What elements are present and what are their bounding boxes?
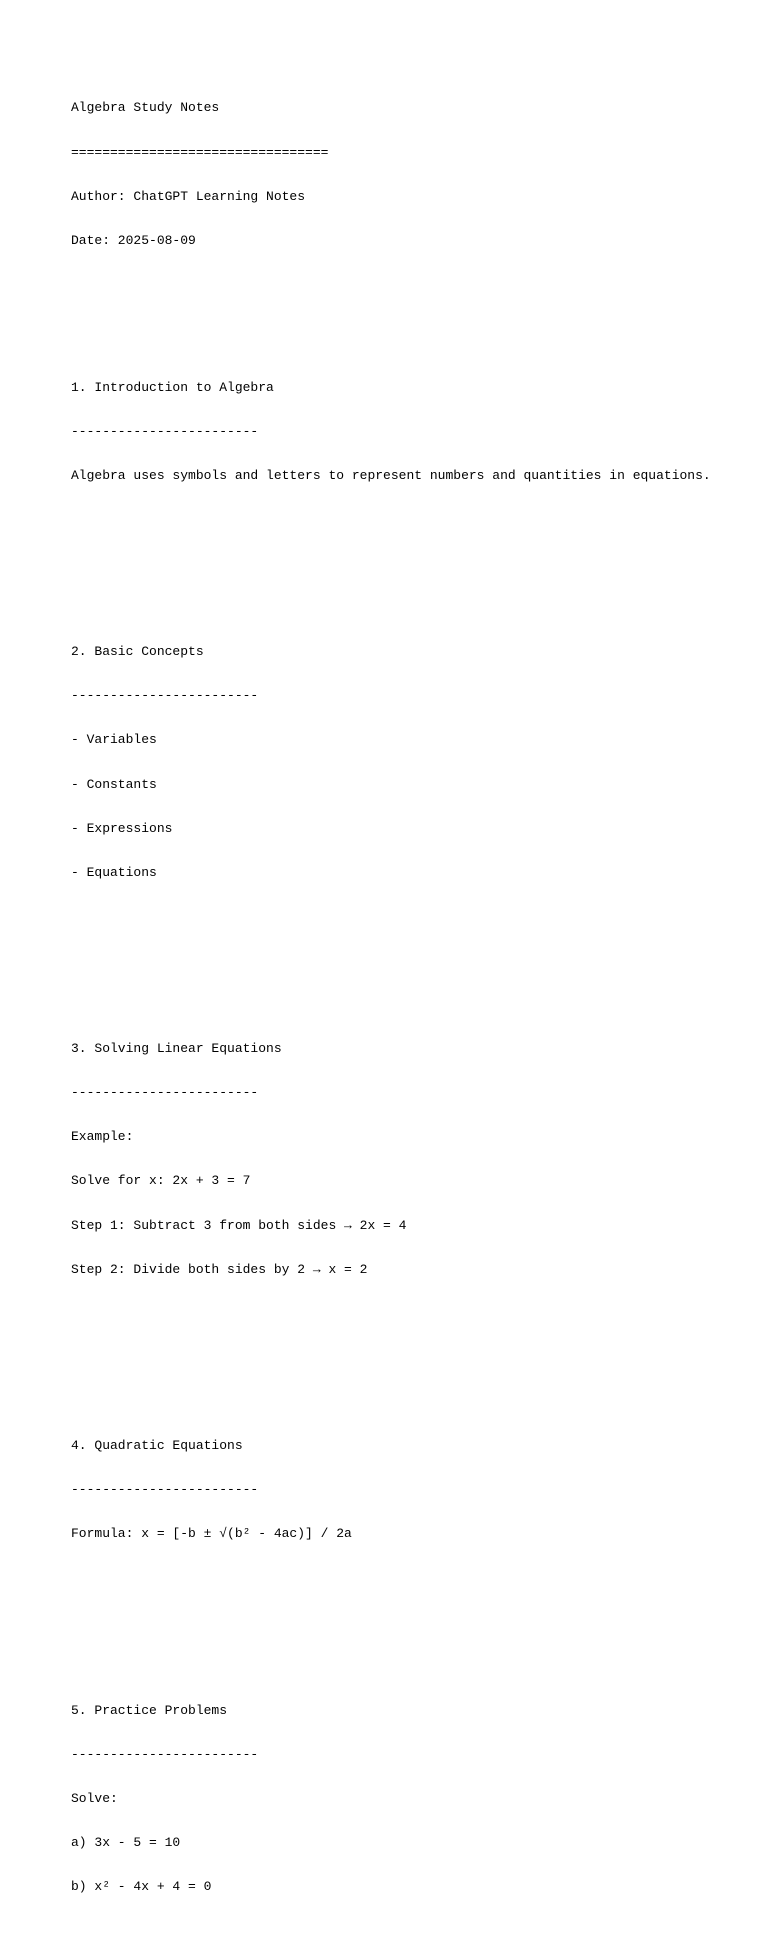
section-basic-concepts bbox=[71, 616, 751, 910]
section-introduction bbox=[71, 351, 751, 513]
section-text: Algebra uses symbols and letters to represent numbers and quantities in equations. bbox=[71, 467, 711, 483]
section-text: Step 1: Subtract 3 from both sides → 2x = 4 bbox=[71, 1217, 407, 1233]
section-rule: ------------------------ bbox=[71, 688, 259, 704]
section-text: Solve for x: 2x + 3 = 7 bbox=[71, 1173, 251, 1189]
section-text: Example: bbox=[71, 1129, 134, 1145]
list-item: - Expressions bbox=[71, 820, 173, 836]
list-item: - Constants bbox=[71, 776, 157, 792]
list-item: b) x² - 4x + 4 = 0 bbox=[71, 1879, 212, 1894]
document-page bbox=[71, 72, 751, 1939]
section-quadratic-equations bbox=[71, 1410, 751, 1572]
section-rule: ------------------------ bbox=[71, 1085, 259, 1101]
list-item: a) 3x - 5 = 10 bbox=[71, 1834, 181, 1850]
section-heading: 4. Quadratic Equations bbox=[71, 1438, 243, 1454]
section-text: Solve: bbox=[71, 1790, 118, 1806]
section-rule: ------------------------ bbox=[71, 423, 259, 439]
spacer bbox=[71, 542, 751, 557]
date-line: Date: 2025-08-09 bbox=[71, 232, 196, 248]
list-item: - Variables bbox=[71, 732, 157, 748]
author-line: Author: ChatGPT Learning Notes bbox=[71, 188, 306, 204]
section-practice-problems bbox=[71, 1674, 751, 1924]
spacer bbox=[71, 1601, 751, 1616]
section-heading: 1. Introduction to Algebra bbox=[71, 379, 274, 395]
title-rule: ================================= bbox=[71, 144, 329, 160]
document-title: Algebra Study Notes bbox=[71, 100, 220, 116]
section-text: Formula: x = [-b ± √(b² - 4ac)] / 2a bbox=[71, 1526, 352, 1542]
spacer bbox=[71, 1336, 751, 1351]
spacer bbox=[71, 939, 751, 954]
section-heading: 3. Solving Linear Equations bbox=[71, 1041, 282, 1057]
section-heading: 2. Basic Concepts bbox=[71, 644, 204, 660]
section-linear-equations bbox=[71, 1013, 751, 1307]
section-text: Step 2: Divide both sides by 2 → x = 2 bbox=[71, 1261, 368, 1277]
section-heading: 5. Practice Problems bbox=[71, 1702, 228, 1718]
section-rule: ------------------------ bbox=[71, 1482, 259, 1498]
list-item: - Equations bbox=[71, 864, 157, 880]
section-rule: ------------------------ bbox=[71, 1746, 259, 1762]
spacer bbox=[71, 278, 751, 293]
